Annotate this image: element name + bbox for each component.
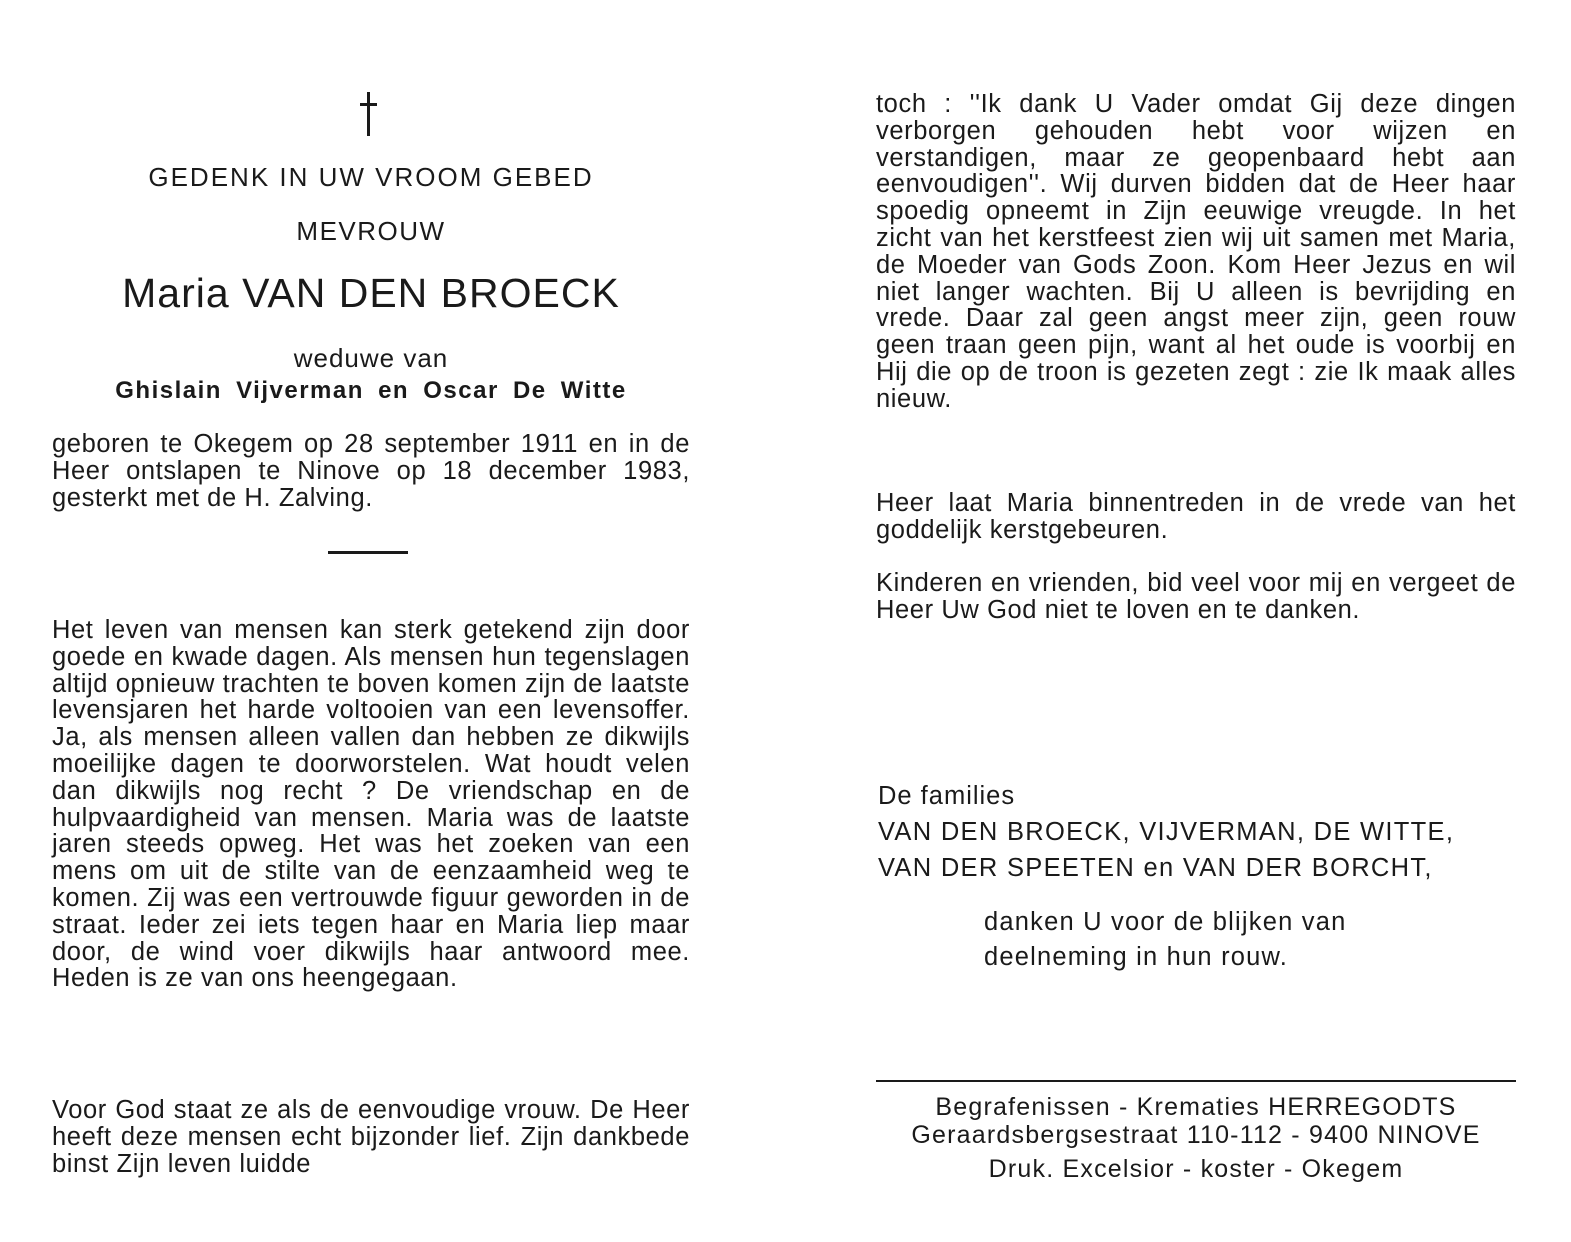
story-paragraph-2: Voor God staat ze als de eenvoudige vrouw. De Heer heeft deze mensen echt bijzonder lief. Zijn dankbede binst Zijn leven luidde — [52, 1096, 690, 1178]
funeral-home-address: Geraardsbergsestraat 110-112 - 9400 NINOVE — [911, 1121, 1481, 1149]
cross-icon — [358, 92, 378, 136]
story-paragraph-5: Kinderen en vrienden, bid veel voor mij en vergeet de Heer Uw God niet te loven en te danken. — [876, 569, 1516, 624]
prayer-heading: GEDENK IN UW VROOM GEBED — [148, 162, 594, 192]
story-paragraph-4: Heer laat Maria binnentreden in de vrede van het goddelijk kerstgebeuren. — [876, 489, 1516, 544]
divider — [328, 551, 408, 554]
thanks-line-1: danken U voor de blijken van — [984, 908, 1347, 936]
title-mevrouw: MEVROUW — [296, 216, 446, 246]
deceased-name: Maria VAN DEN BROECK — [122, 270, 620, 316]
birth-death-text: geboren te Okegem op 28 september 1911 en in de Heer ontslapen te Ninove op 18 december 1983, gesterkt met de H. Zalving. — [52, 430, 690, 512]
families-names-line-2: VAN DER SPEETEN en VAN DER BORCHT, — [878, 854, 1433, 882]
funeral-home-line: Begrafenissen - Krematies HERREGODTS — [935, 1093, 1457, 1121]
widow-of-label: weduwe van — [293, 343, 449, 373]
printer-line: Druk. Excelsior - koster - Okegem — [988, 1155, 1404, 1183]
thanks-line-2: deelneming in hun rouw. — [984, 943, 1289, 971]
families-names-line-1: VAN DEN BROECK, VIJVERMAN, DE WITTE, — [878, 818, 1455, 846]
husbands-names: Ghislain Vijverman en Oscar De Witte — [115, 377, 627, 404]
families-label: De families — [878, 782, 1016, 810]
story-paragraph-1: Het leven van mensen kan sterk getekend zijn door goede en kwade dagen. Als mensen hun tegenslagen altijd opnieuw trachten te boven komen zijn de laatste levensjaren het harde voltooien van een levensoffer. Ja, als mensen alleen vallen dan hebben ze dikwijls moeilijke dagen te doorworstelen. Wat houdt velen dan dikwijls nog recht ? De vriendschap en de hulpvaardigheid van mensen. Maria was de laatste jaren steeds opweg. Het was het zoeken van een mens om uit de stilte van de eenzaamheid weg te komen. Zij was een vertrouwde figuur geworden in de straat. Ieder zei iets tegen haar en Maria liep maar door, de wind voer dikwijls haar antwoord mee. Heden is ze van ons heengegaan. — [52, 616, 690, 993]
story-paragraph-3: toch : ''Ik dank U Vader omdat Gij deze dingen verborgen gehouden hebt voor wijzen en verstandigen, maar ze geopenbaard hebt aan eenvoudigen''. Wij durven bidden dat de Heer haar spoedig opneemt in Zijn eeuwige vreugde. In het zicht van het kerstfeest zien wij uit samen met Maria, de Moeder van Gods Zoon. Kom Heer Jezus en wil niet langer wachten. Bij U alleen is bevrijding en vrede. Daar zal geen angst meer zijn, geen rouw geen traan geen pijn, want al het oude is voorbij en Hij die op de troon is gezeten zegt : zie Ik maak alles nieuw. — [876, 90, 1516, 413]
footer-divider — [876, 1080, 1516, 1082]
